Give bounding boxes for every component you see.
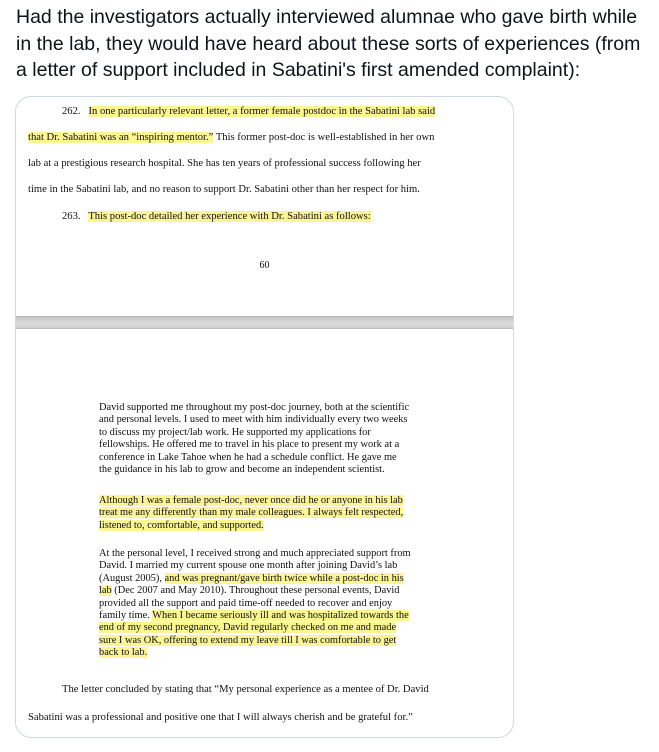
quote-paragraph-1: David supported me throughout my post-doc journey, both at the scientific and personal levels. I used to meet with him individually every two weeks to discuss my project/lab work. He supported my applications for fellowships. He offered me to travel in his place to present my work at a conference in Lake Tahoe when he had a schedule conflict. He gave me the guidance in his lab to grow and become an independent scientist. [99,402,410,476]
tweet-text [16,4,646,84]
quote-paragraph-2: Although I was a female post-doc, never once did he or anyone in his lab treat me any differently than my male colleagues. I always felt respected, listened to, comfortable, and supported. [99,495,404,531]
conclusion-line-1: The letter concluded by stating that “My personal experience as a mentee of Dr. David [62,684,429,695]
para-263 [62,210,371,223]
page-number: 60 [259,260,270,271]
para-262-line-3: lab at a prestigious research hospital. She has ten years of professional success following her [28,158,421,169]
para-263-number: 263. [62,211,81,222]
quote-paragraph-3: At the personal level, I received strong and much appreciated support from David. I married my current spouse one month after joining David’s lab (August 2005), and was pregnant/gave birth twice while a post-doc in his lab (Dec 2007 and May 2010). Throughout these personal events, David provided all the support and paid time-off needed to recover and enjoy family time. When I became seriously ill and was hospitalized towards the end of my second pregnancy, David regularly checked on me and made sure I was OK, offering to extend my leave till I was comfortable to get back to lab. [99,548,411,659]
page-divider [16,316,513,329]
para-262-line-1 [62,105,435,118]
conclusion-line-2: Sabatini was a professional and positive one that I will always cherish and be grateful for.” [28,712,413,723]
tweet-body: Had the investigators actually interviewed alumnae who gave birth while in the lab, they would have heard about these sorts of experiences (from a letter of support included in Sabatini's first amended complaint): [16,6,641,81]
para-262-number: 262. [62,106,81,117]
para-262-line-2: that Dr. Sabatini was an “inspiring mentor.” This former post-doc is well-established in her own [28,132,435,143]
para-262-line-4: time in the Sabatini lab, and no reason to support Dr. Sabatini other than her respect for him. [28,184,420,195]
para-262-highlight-2: that Dr. Sabatini was an “inspiring mentor.” [28,132,214,143]
para-263-highlight: This post-doc detailed her experience with Dr. Sabatini as follows: [88,211,371,222]
document-excerpt [16,97,513,737]
attached-image[interactable] [15,96,514,738]
para-262-highlight-1: In one particularly relevant letter, a former female postdoc in the Sabatini lab said [88,106,436,117]
